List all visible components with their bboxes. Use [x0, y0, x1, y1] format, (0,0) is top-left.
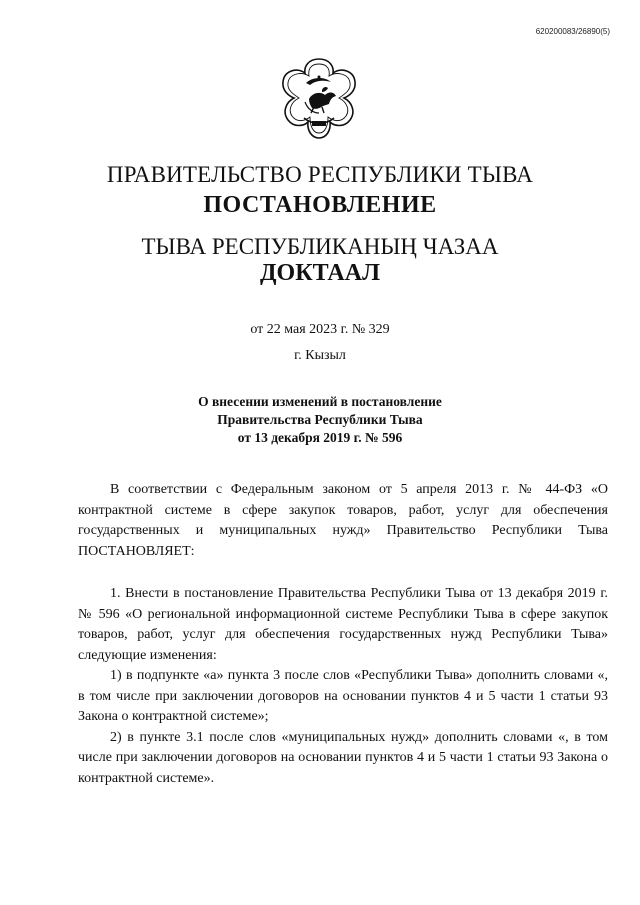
decree-date-number: от 22 мая 2023 г. № 329 — [250, 322, 390, 337]
government-title: ПРАВИТЕЛЬСТВО РЕСПУБЛИКИ ТЫВА — [106, 162, 534, 187]
item-1-paragraph: 1. Внести в постановление Правительства Республики Тыва от 13 декабря 2019 г. № 596 «О региональной информационной системе Республики Тыва в сфере закупок товаров, работ, услуг для обеспечения государственных нужд Республики Тыва» следующие изменения: — [78, 586, 608, 663]
subject-line: О внесении изменений в постановление — [198, 394, 442, 409]
preamble-paragraph: В соответствии с Федеральным законом от 5 апреля 2013 г. № 44-ФЗ «О контрактной системе в сфере закупок товаров, работ, услуг для обеспечения государственных и муниципальных нужд» Правительство Республики Тыва ПОСТАНОВЛЯЕТ: — [78, 482, 608, 559]
subject-line: от 13 декабря 2019 г. № 596 — [237, 430, 403, 445]
decree-title: ПОСТАНОВЛЕНИЕ — [203, 192, 437, 218]
subitem-1-paragraph: 1) в подпункте «а» пункта 3 после слов «Республики Тыва» дополнить словами «, в том числе при заключении договоров на основании пунктов 4 и 5 части 1 статьи 93 Закона о контрактной системе»; — [78, 668, 608, 724]
government-title-tuvan: ТЫВА РЕСПУБЛИКАНЫҢ ЧАЗАА — [141, 234, 499, 259]
coat-of-arms-emblem — [276, 55, 362, 141]
city: г. Кызыл — [294, 348, 346, 363]
decree-title-tuvan: ДОКТААЛ — [260, 260, 380, 286]
subitem-2-paragraph: 2) в пункте 3.1 после слов «муниципальных нужд» дополнить словами «, в том числе при заключении договоров на основании пунктов 4 и 5 части 1 статьи 93 Закона о контрактной системе». — [78, 729, 608, 786]
decree-body — [78, 480, 608, 789]
subject-line: Правительства Республики Тыва — [217, 412, 423, 427]
document-id: 620200083/26890(5) — [535, 27, 610, 36]
decree-subject — [0, 393, 640, 447]
